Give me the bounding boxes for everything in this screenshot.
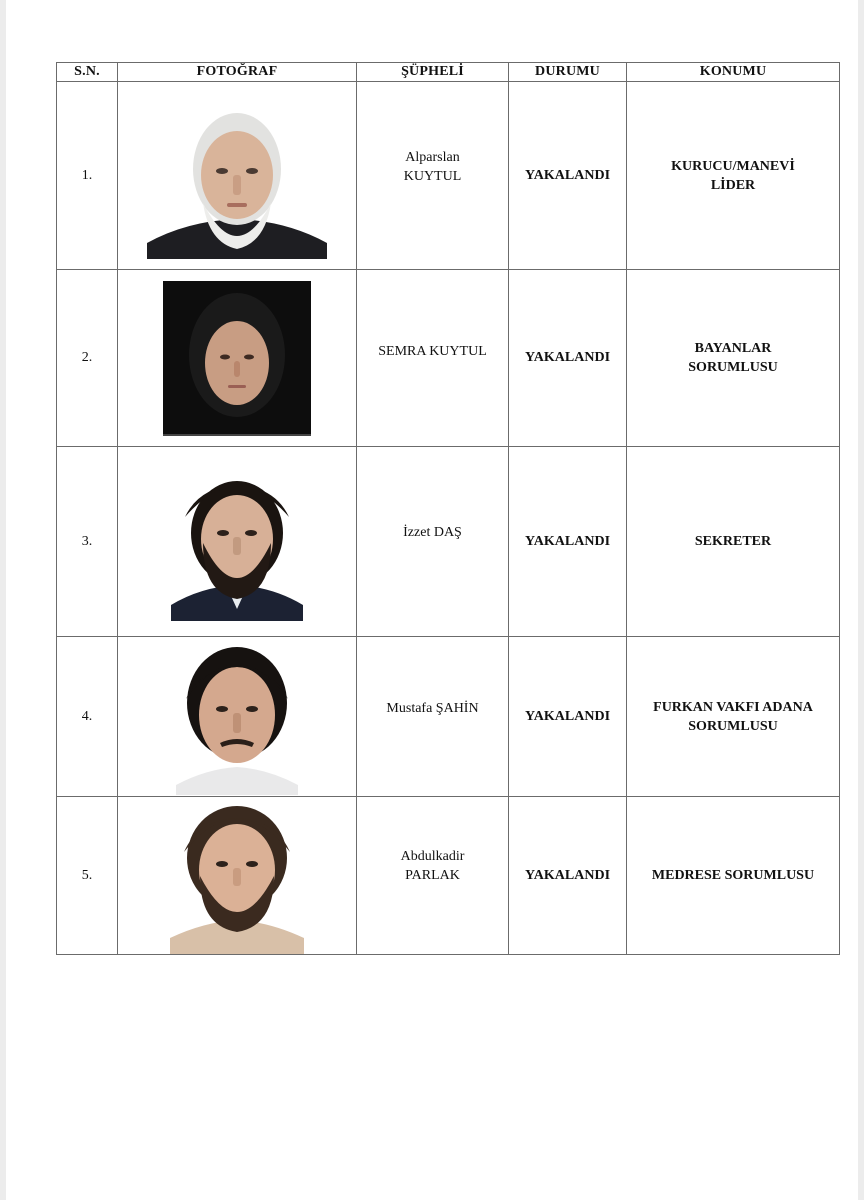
row-sn: 3. bbox=[57, 447, 118, 637]
role-text: FURKAN VAKFI ADANA SORUMLUSU bbox=[653, 699, 813, 734]
suspect-name bbox=[357, 447, 509, 637]
status-value: YAKALANDI bbox=[509, 797, 627, 955]
suspect-name-text: Mustafa ŞAHİN bbox=[386, 701, 479, 716]
status-value: YAKALANDI bbox=[509, 270, 627, 447]
portrait-photo bbox=[176, 639, 298, 795]
row-sn: 4. bbox=[57, 637, 118, 797]
header-role: KONUMU bbox=[627, 63, 840, 82]
photo-cell bbox=[118, 82, 357, 270]
role-text: SEKRETER bbox=[694, 534, 772, 549]
status-value: YAKALANDI bbox=[509, 82, 627, 270]
suspect-name-text: İzzet DAŞ bbox=[403, 525, 462, 540]
role-value bbox=[627, 637, 840, 797]
suspect-name bbox=[357, 270, 509, 447]
role-text: KURUCU/MANEVİ LİDER bbox=[671, 158, 795, 193]
suspect-name-text: Alparslan KUYTUL bbox=[403, 150, 462, 184]
role-value bbox=[627, 270, 840, 447]
row-sn: 5. bbox=[57, 797, 118, 955]
role-value bbox=[627, 82, 840, 270]
role-text: MEDRESE SORUMLUSU bbox=[651, 868, 815, 883]
header-photo: FOTOĞRAF bbox=[118, 63, 357, 82]
table-row bbox=[57, 797, 840, 955]
suspect-name-text: SEMRA KUYTUL bbox=[378, 344, 487, 359]
status-value: YAKALANDI bbox=[509, 637, 627, 797]
table-row bbox=[57, 82, 840, 270]
portrait-photo bbox=[147, 93, 327, 259]
suspects-table bbox=[56, 62, 840, 955]
status-value: YAKALANDI bbox=[509, 447, 627, 637]
table-header-row bbox=[57, 63, 840, 82]
header-suspect: ŞÜPHELİ bbox=[357, 63, 509, 82]
portrait-photo bbox=[171, 463, 303, 621]
header-sn: S.N. bbox=[57, 63, 118, 82]
table-row bbox=[57, 270, 840, 447]
table-row bbox=[57, 447, 840, 637]
table-row bbox=[57, 637, 840, 797]
photo-cell bbox=[118, 637, 357, 797]
photo-cell bbox=[118, 447, 357, 637]
suspect-name bbox=[357, 637, 509, 797]
row-sn: 2. bbox=[57, 270, 118, 447]
suspect-name bbox=[357, 797, 509, 955]
suspect-name bbox=[357, 82, 509, 270]
photo-cell bbox=[118, 797, 357, 955]
document-page bbox=[6, 0, 858, 1200]
header-status: DURUMU bbox=[509, 63, 627, 82]
portrait-photo bbox=[170, 798, 304, 954]
role-text: BAYANLAR SORUMLUSU bbox=[688, 341, 778, 375]
row-sn: 1. bbox=[57, 82, 118, 270]
suspect-name-text: Abdulkadir PARLAK bbox=[400, 849, 465, 883]
role-value bbox=[627, 447, 840, 637]
photo-cell bbox=[118, 270, 357, 447]
role-value bbox=[627, 797, 840, 955]
portrait-photo bbox=[163, 281, 311, 436]
